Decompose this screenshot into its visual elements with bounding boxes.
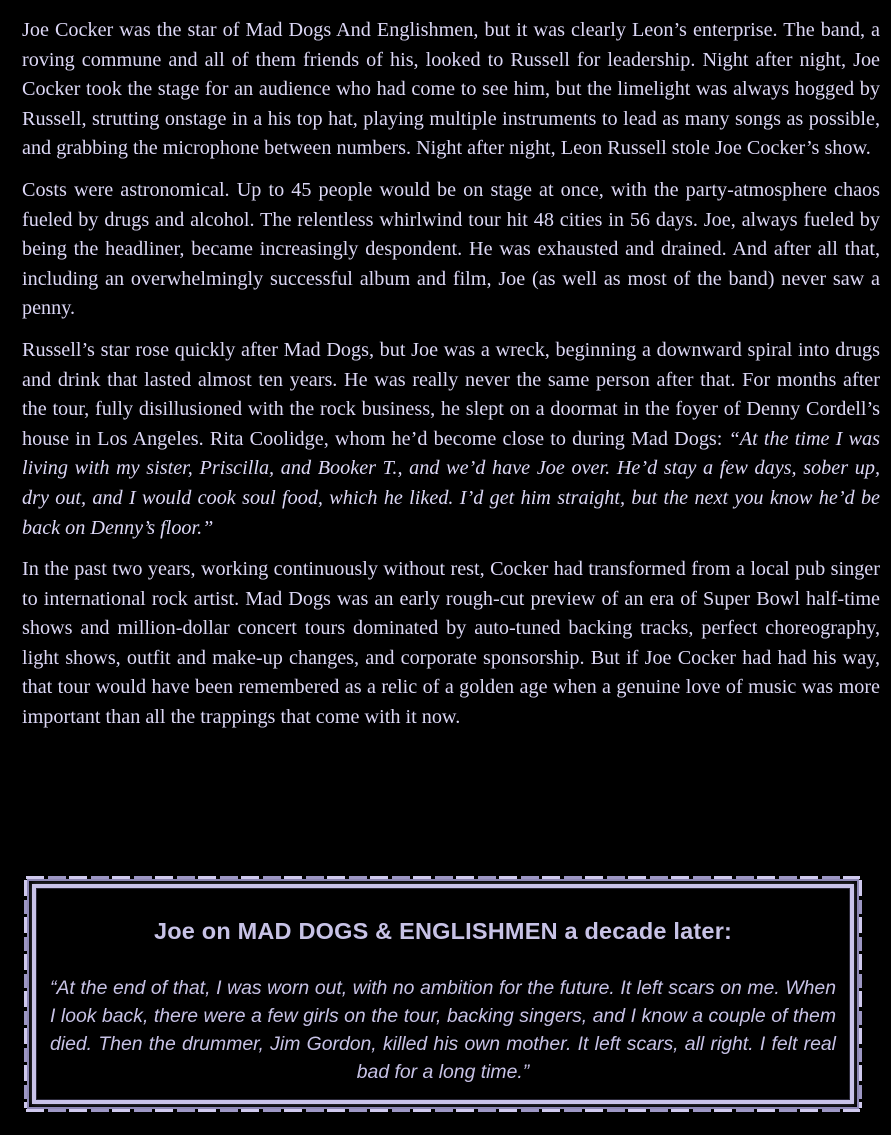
callout-quote: “At the end of that, I was worn out, with no ambition for the future. It left scars on me. When I look back, there were a few girls on the tour, backing singers, and I know a couple of them died. Then the drummer, Jim Gordon, killed his own mother. It left scars, all right. I felt real bad for a long time.” bbox=[50, 977, 836, 1083]
paragraph-1: Joe Cocker was the star of Mad Dogs And Englishmen, but it was clearly Leon’s enterprise. The band, a roving commune and all of them friends of his, looked to Russell for leadership. Night after night, Joe Cocker took the stage for an audience who had come to see him, but the limelight was always hogged by Russell, strutting onstage in a his top hat, playing multiple instruments to lead as many songs as possible, and grabbing the microphone between numbers. Night after night, Leon Russell stole Joe Cocker’s show. bbox=[22, 19, 880, 160]
paragraph-3 bbox=[22, 336, 880, 543]
callout-border-left bbox=[24, 880, 27, 1108]
paragraph-2: Costs were astronomical. Up to 45 people would be on stage at once, with the party-atmosphere chaos fueled by drugs and alcohol. The relentless whirlwind tour hit 48 cities in 56 days. Joe, always fueled by being the headliner, became increasingly despondent. He was exhausted and drained. And after all that, including an overwhelmingly successful album and film, Joe (as well as most of the band) never saw a penny. bbox=[22, 178, 880, 320]
callout-border-bottom bbox=[26, 1109, 860, 1112]
quote-callout-box bbox=[32, 884, 854, 1104]
callout-border-top bbox=[26, 876, 860, 879]
callout-border-right bbox=[859, 880, 862, 1108]
rita-coolidge-quote: “At the time I was living with my sister, Priscilla, and Booker T., and we’d have Joe over. He’d stay a few days, sober up, dry out, and I would cook soul food, which he liked. I’d get him straight, but the next you know he’d be back on Denny’s floor.” bbox=[22, 427, 880, 539]
article-body bbox=[22, 16, 880, 745]
paragraph-3-text: Russell’s star rose quickly after Mad Dogs, but Joe was a wreck, beginning a downward spiral into drugs and drink that lasted almost ten years. He was really never the same person after that. For months after the tour, fully disillusioned with the rock business, he slept on a doormat in the foyer of Denny Cordell’s house in Los Angeles. Rita Coolidge, whom he’d become close to during Mad Dogs: bbox=[22, 338, 880, 450]
paragraph-4: In the past two years, working continuously without rest, Cocker had transformed from a local pub singer to international rock artist. Mad Dogs was an early rough-cut preview of an era of Super Bowl half-time shows and million-dollar concert tours dominated by auto-tuned backing tracks, perfect choreography, light shows, outfit and make-up changes, and corporate sponsorship. But if Joe Cocker had had his way, that tour would have been remembered as a relic of a golden age when a genuine love of music was more important than all the trappings that come with it now. bbox=[22, 558, 880, 729]
callout-title: Joe on MAD DOGS & ENGLISHMEN a decade later: bbox=[153, 918, 733, 944]
